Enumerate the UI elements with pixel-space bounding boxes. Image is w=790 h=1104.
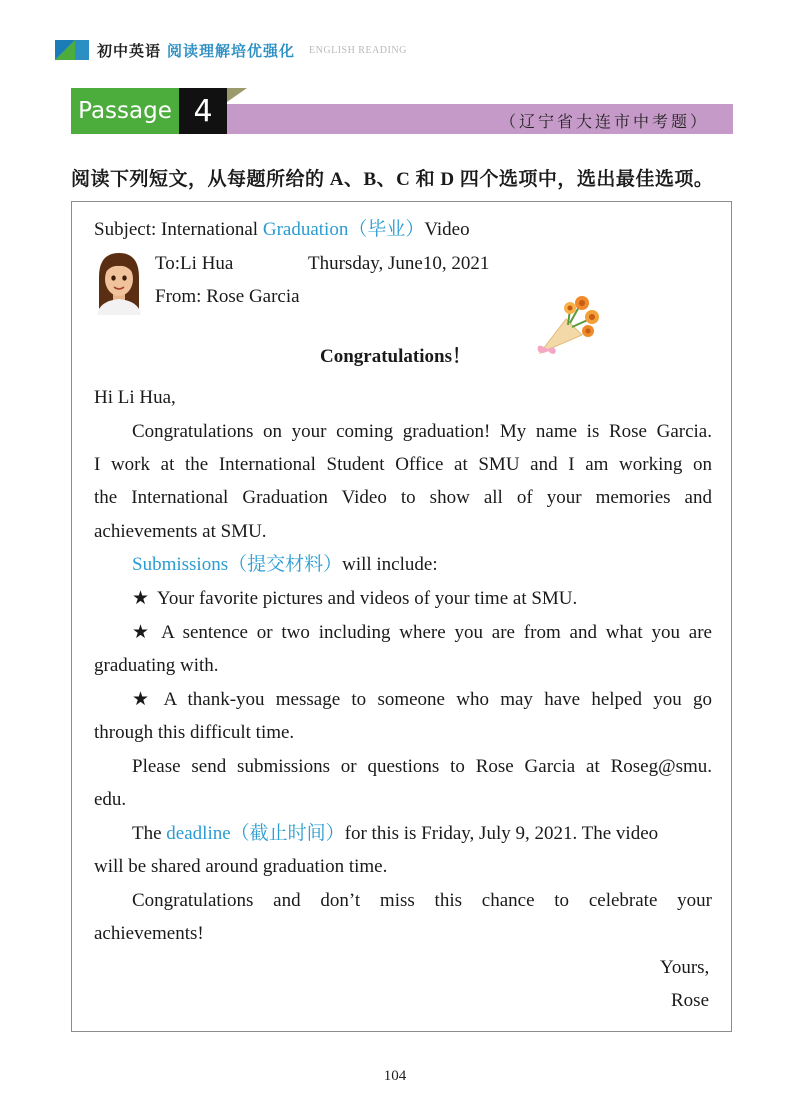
bullet-item-1 — [132, 587, 577, 611]
submissions-intro — [132, 553, 438, 577]
passage-label: Passage — [71, 88, 179, 134]
para1-line1: Congratulations on your coming graduation! My name is Rose Garcia. — [132, 421, 712, 442]
star-icon: ★ — [132, 588, 150, 609]
star-icon: ★ — [132, 689, 156, 710]
email-to: To:Li Hua — [155, 253, 234, 274]
deadline-suffix: for this is Friday, July 9, 2021. The video — [344, 823, 659, 844]
closing-line1: Congratulations and don’t miss this chance to celebrate your — [132, 890, 712, 911]
deadline-line2: will be shared around graduation time. — [94, 856, 388, 877]
book-subtitle: ENGLISH READING — [309, 44, 407, 56]
email-greeting: Hi Li Hua, — [94, 387, 176, 408]
email-subject — [94, 218, 470, 242]
banner-notch — [227, 88, 247, 102]
bullet-item-3-cont: through this difficult time. — [94, 722, 295, 743]
deadline-prefix: The — [132, 823, 167, 844]
instruction-text: 阅读下列短文，从每题所给的 A、B、C 和 D 四个选项中，选出最佳选项。 — [71, 169, 714, 190]
send-line1: Please send submissions or questions to Rose Garcia at Roseg@smu. — [132, 756, 712, 777]
exam-source: （辽宁省大连市中考题） — [499, 114, 709, 131]
book-title: 初中英语 — [97, 41, 162, 60]
para1-line2: I work at the International Student Office at SMU and I am working on — [94, 454, 712, 475]
signature: Rose — [671, 990, 709, 1011]
sign-off: Yours, — [660, 957, 710, 978]
para1-line4: achievements at SMU. — [94, 521, 267, 542]
bullet-item-2-cont: graduating with. — [94, 655, 219, 676]
book-logo-icon — [55, 40, 89, 60]
page-number: 104 — [383, 1068, 407, 1084]
bullet-item-2-text: A sentence or two including where you are from and what you are — [161, 622, 712, 643]
send-line2: edu. — [94, 789, 127, 810]
submissions-suffix: will include: — [342, 554, 438, 575]
submissions-highlight: Submissions（提交材料） — [132, 554, 343, 575]
bullet-item-1-text: Your favorite pictures and videos of your time at SMU. — [157, 588, 578, 609]
flower-bouquet-icon — [530, 293, 606, 369]
subject-highlight: Graduation（毕业） — [262, 219, 425, 240]
avatar-girl-icon — [93, 249, 145, 315]
subject-prefix: Subject: International — [94, 219, 263, 240]
passage-number: 4 — [179, 88, 227, 134]
star-icon: ★ — [132, 622, 154, 643]
deadline-highlight: deadline（截止时间） — [166, 823, 345, 844]
subject-suffix: Video — [424, 219, 470, 240]
passage-banner — [71, 88, 733, 134]
bullet-item-3 — [132, 688, 712, 712]
running-header — [55, 38, 407, 62]
deadline-line1 — [132, 822, 658, 846]
email-date: Thursday, June10, 2021 — [308, 253, 490, 274]
email-heading: Congratulations！ — [320, 346, 471, 367]
email-from: From: Rose Garcia — [155, 286, 300, 307]
bullet-item-2 — [132, 621, 712, 645]
closing-line2: achievements! — [94, 923, 204, 944]
para1-line3: the International Graduation Video to show all of your memories and — [94, 487, 712, 508]
bullet-item-3-text: A thank-you message to someone who may have helped you go — [163, 689, 712, 710]
book-series-title: 阅读理解培优强化 — [167, 41, 296, 60]
